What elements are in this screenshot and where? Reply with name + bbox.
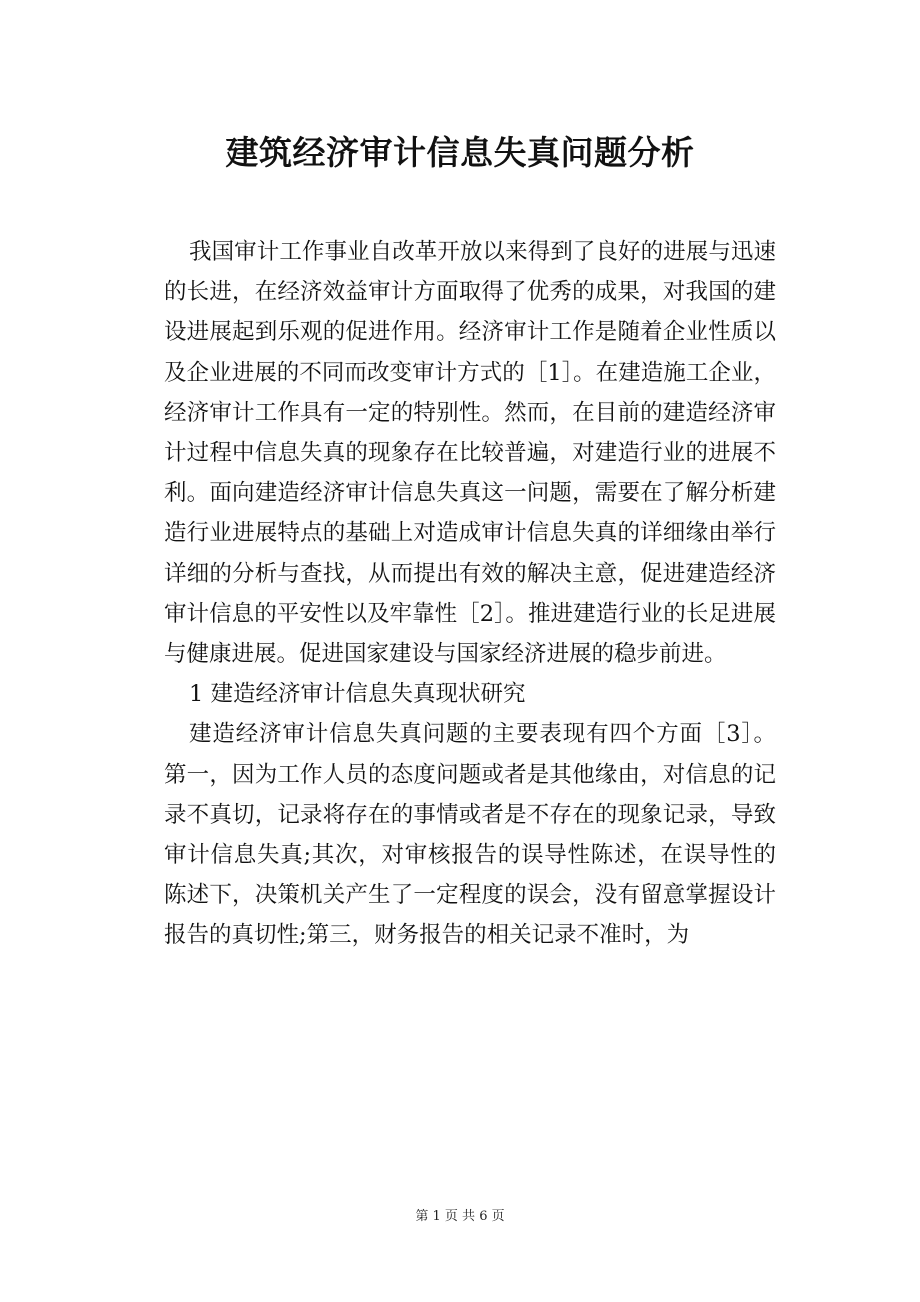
document-body [164, 232, 776, 956]
document-title: 建筑经济审计信息失真问题分析 [225, 133, 695, 172]
intro-paragraph: 我国审计工作事业自改革开放以来得到了良好的进展与迅速的长进，在经济效益审计方面取得了优秀的成果，对我国的建设进展起到乐观的促进作用。经济审计工作是随着企业性质以及企业进展的不同而改变审计方式的［1］。在建造施工企业，经济审计工作具有一定的特别性。然而，在目前的建造经济审计过程中信息失真的现象存在比较普遍，对建造行业的进展不利。面向建造经济审计信息失真这一问题，需要在了解分析建造行业进展特点的基础上对造成审计信息失真的详细缘由举行详细的分析与查找，从而提出有效的解决主意，促进建造经济审计信息的平安性以及牢靠性［2］。推进建造行业的长足进展与健康进展。促进国家建设与国家经济进展的稳步前进。 [164, 239, 776, 668]
section-paragraph: 建造经济审计信息失真问题的主要表现有四个方面［3］。第一，因为工作人员的态度问题或者是其他缘由，对信息的记录不真切，记录将存在的事情或者是不存在的现象记录，导致审计信息失真;其次，对审核报告的误导性陈述，在误导性的陈述下，决策机关产生了一定程度的误会，没有留意掌握设计报告的真切性;第三，财务报告的相关记录不准时，为 [164, 721, 776, 949]
section-heading: 1 建造经济审计信息失真现状研究 [189, 681, 526, 708]
page-footer: 第 1 页 共 6 页 [415, 1209, 505, 1224]
